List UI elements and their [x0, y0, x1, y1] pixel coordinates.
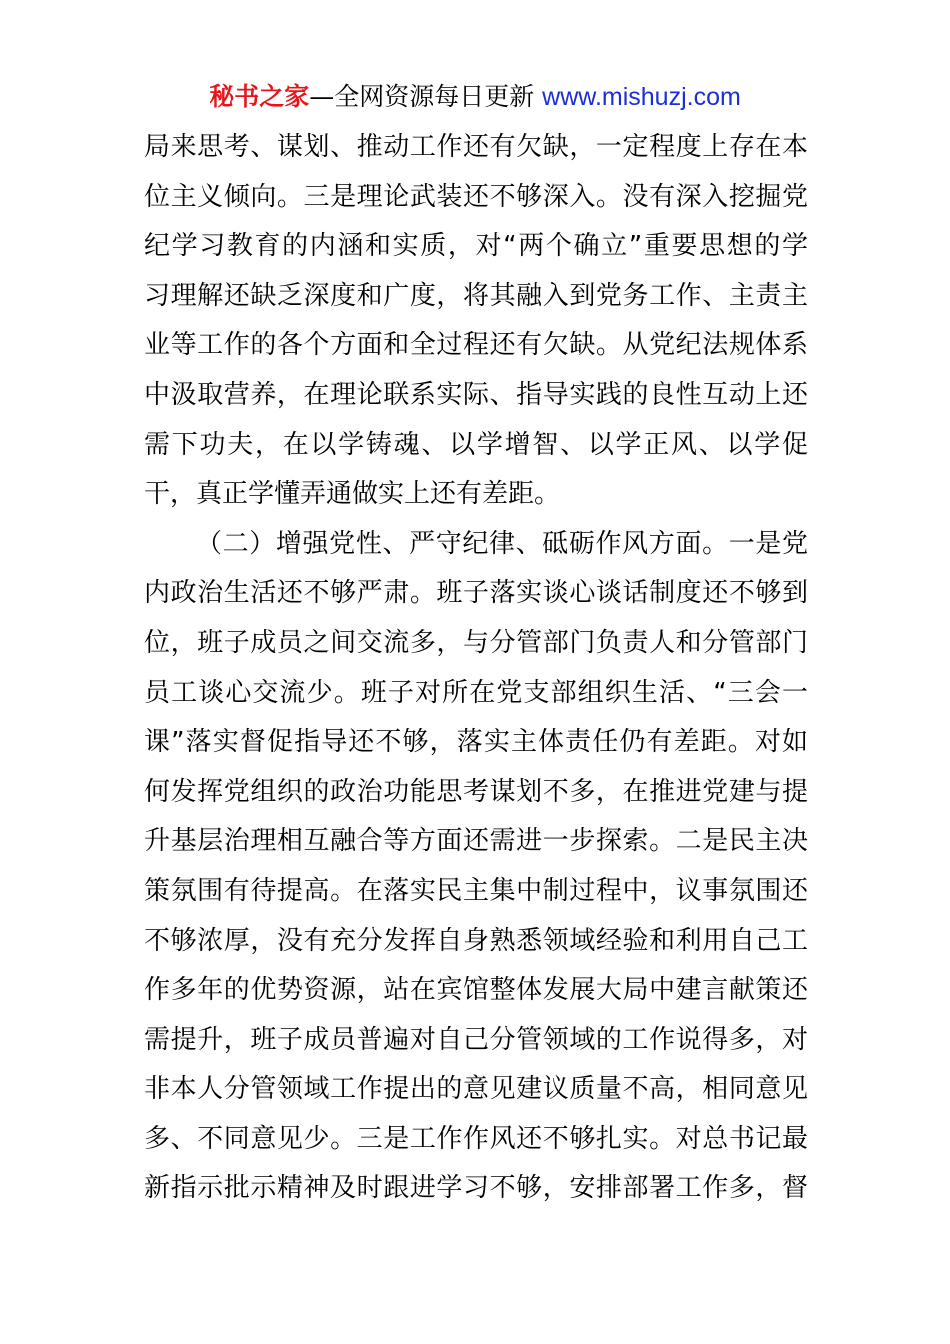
text-line: 升基层治理相互融合等方面还需进一步探索。二是民主决 [144, 826, 808, 857]
text-line: 课”落实督促指导还不够，落实主体责任仍有差距。对如 [144, 727, 808, 758]
site-brand: 秘书之家 [209, 82, 310, 111]
site-url[interactable]: www.mishuzj.com [542, 83, 741, 111]
document-body [144, 123, 808, 1214]
text-line: 员工谈心交流少。班子对所在党支部组织生活、“三会一 [144, 677, 808, 708]
text-line: 非本人分管领域工作提出的意见建议质量不高，相同意见 [144, 1074, 808, 1105]
text-line: 干，真正学懂弄通做实上还有差距。 [144, 479, 561, 510]
site-tagline: —全网资源每日更新 [309, 82, 543, 111]
text-line: 内政治生活还不够严肃。班子落实谈心谈话制度还不够到 [144, 578, 808, 609]
text-line: 作多年的优势资源，站在宾馆整体发展大局中建言献策还 [144, 975, 808, 1006]
text-line: 中汲取营养，在理论联系实际、指导实践的良性互动上还 [144, 379, 808, 410]
text-line: 何发挥党组织的政治功能思考谋划不多，在推进党建与提 [144, 776, 808, 807]
text-line: 需提升，班子成员普遍对自己分管领域的工作说得多，对 [144, 1024, 808, 1055]
text-line: 业等工作的各个方面和全过程还有欠缺。从党纪法规体系 [144, 330, 808, 361]
page-header [0, 80, 950, 114]
text-line: 策氛围有待提高。在落实民主集中制过程中，议事氛围还 [144, 875, 808, 906]
text-line: 新指示批示精神及时跟进学习不够，安排部署工作多，督 [144, 1173, 808, 1204]
text-line: 位主义倾向。三是理论武装还不够深入。没有深入挖掘党 [144, 181, 808, 212]
section-heading-line: （二）增强党性、严守纪律、砥砺作风方面。一是党 [196, 528, 808, 559]
text-line: 需下功夫，在以学铸魂、以学增智、以学正风、以学促 [144, 429, 808, 460]
text-line: 不够浓厚，没有充分发挥自身熟悉领域经验和利用自己工 [144, 925, 808, 956]
text-line: 习理解还缺乏深度和广度，将其融入到党务工作、主责主 [144, 280, 808, 311]
text-line: 局来思考、谋划、推动工作还有欠缺，一定程度上存在本 [144, 132, 808, 162]
text-line: 纪学习教育的内涵和实质，对“两个确立”重要思想的学 [144, 231, 808, 262]
text-line: 多、不同意见少。三是工作作风还不够扎实。对总书记最 [144, 1123, 808, 1154]
text-line: 位，班子成员之间交流多，与分管部门负责人和分管部门 [144, 627, 808, 658]
